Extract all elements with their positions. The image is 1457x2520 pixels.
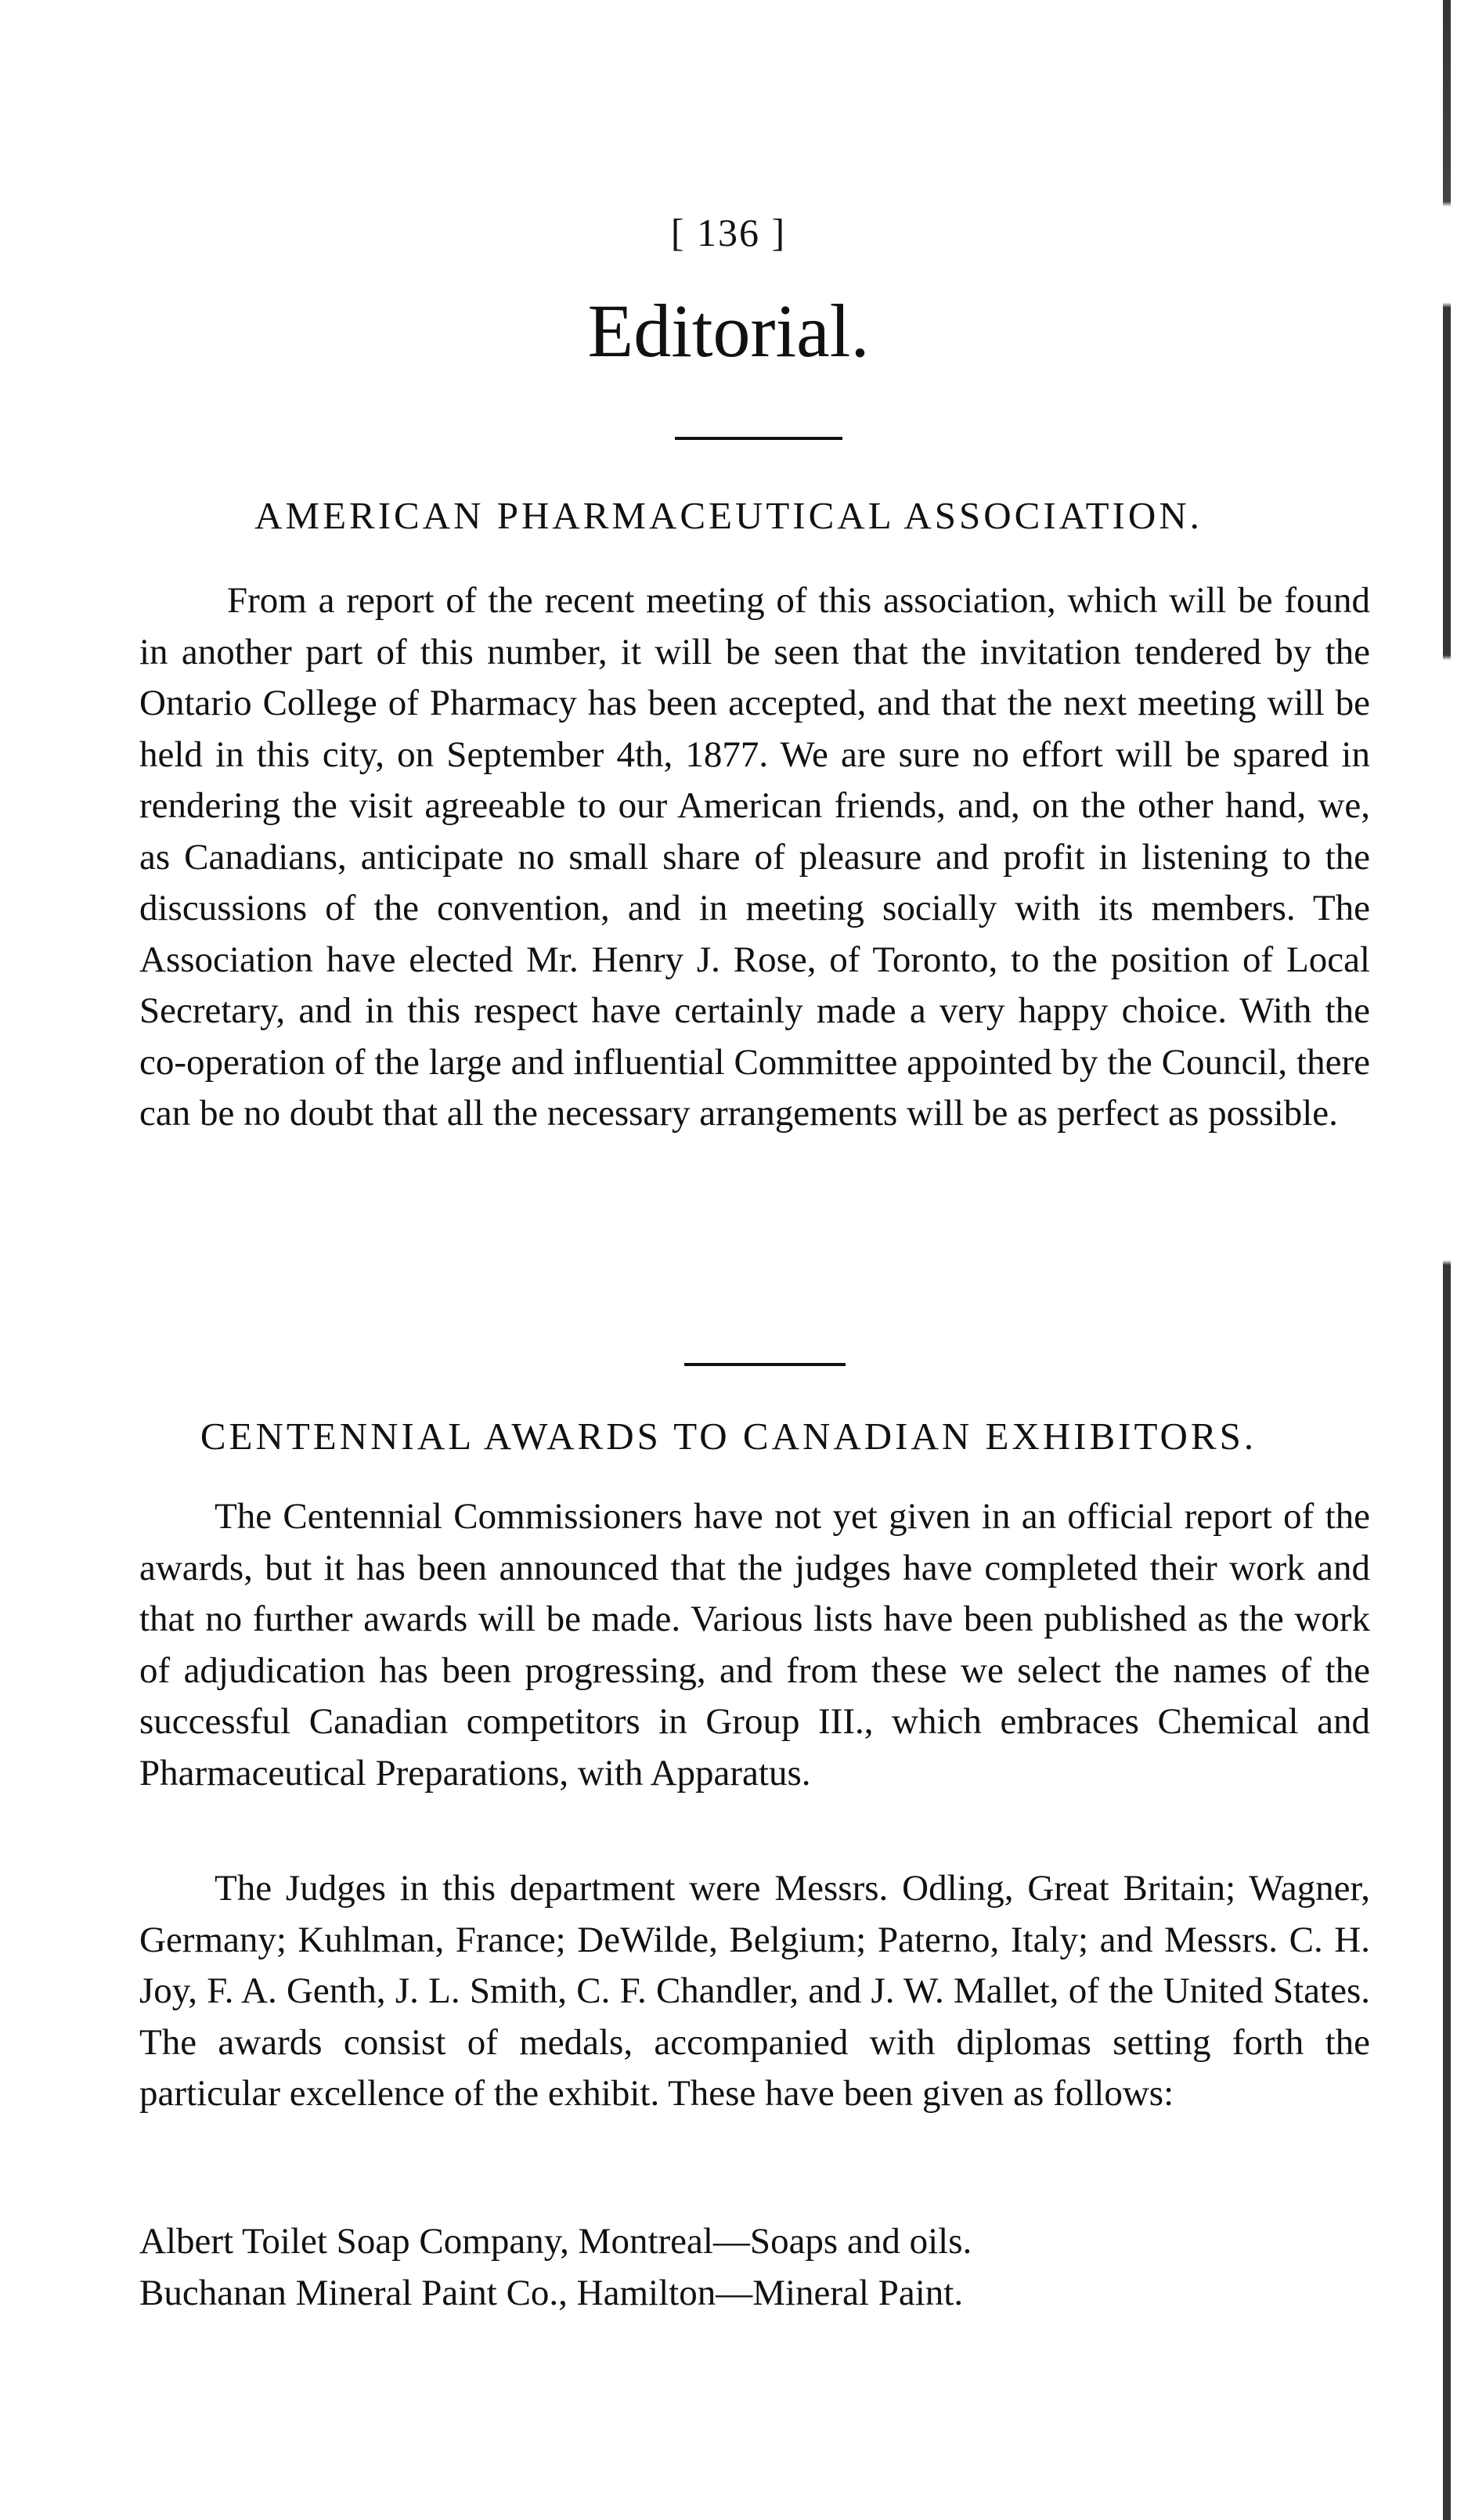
section-divider [684, 1363, 846, 1366]
section-heading-centennial: CENTENNIAL AWARDS TO CANADIAN EXHIBITORS. [200, 1415, 1257, 1458]
section-paragraph: From a report of the recent meeting of this association, which will be found in another part of this number, it will be seen that the invitation tendered by the Ontario College of Pharmacy has been accepted, and that the next meeting will be held in this city, on September 4th, 1877. We are sure no effort will be spared in rendering the visit agreeable to our American friends, and, on the other hand, we, as Canadians, anticipate no small share of pleasure and profit in listening to the discussions of the convention, and in meeting socially with its members. The Association have elected Mr. Henry J. Rose, of Toronto, to the position of Local Secretary, and in this respect have certainly made a very happy choice. With the co-operation of the large and influential Committee appointed by the Council, there can be no doubt that all the necessary arrangements will be as perfect as possible. [139, 580, 1370, 1134]
page-number: [ 136 ] [670, 211, 787, 254]
award-item: Buchanan Mineral Paint Co., Hamilton—Mineral Paint. [139, 2273, 964, 2313]
section-paragraph: The Judges in this department were Messrs. Odling, Great Britain; Wagner, Germany; Kuhlman, France; DeWilde, Belgium; Paterno, Italy; and Messrs. C. H. Joy, F. A. Genth, J. L. Smith, C. F. Chandler, and J. W. Mallet, of the United States. The awards consist of medals, accompanied with diplomas setting forth the particular excellence of the exhibit. These have been given as follows: [139, 1868, 1370, 2114]
section-heading-apa: AMERICAN PHARMACEUTICAL ASSOCIATION. [254, 494, 1203, 537]
page-edge-shadow [1443, 0, 1451, 2520]
title-divider [675, 437, 842, 440]
page-title: Editorial. [587, 289, 870, 373]
section-paragraph: The Centennial Commissioners have not yet given in an official report of the awards, but it has been announced that the judges have completed their work and that no further awards will be made. Various lists have been published as the work of adjudication has been progressing, and from these we select the names of the successful Canadian competitors in Group III., which embraces Chemical and Pharmaceutical Preparations, with Apparatus. [139, 1496, 1370, 1794]
awards-list [139, 2215, 1370, 2319]
award-item: Albert Toilet Soap Company, Montreal—Soaps and oils. [139, 2221, 972, 2262]
